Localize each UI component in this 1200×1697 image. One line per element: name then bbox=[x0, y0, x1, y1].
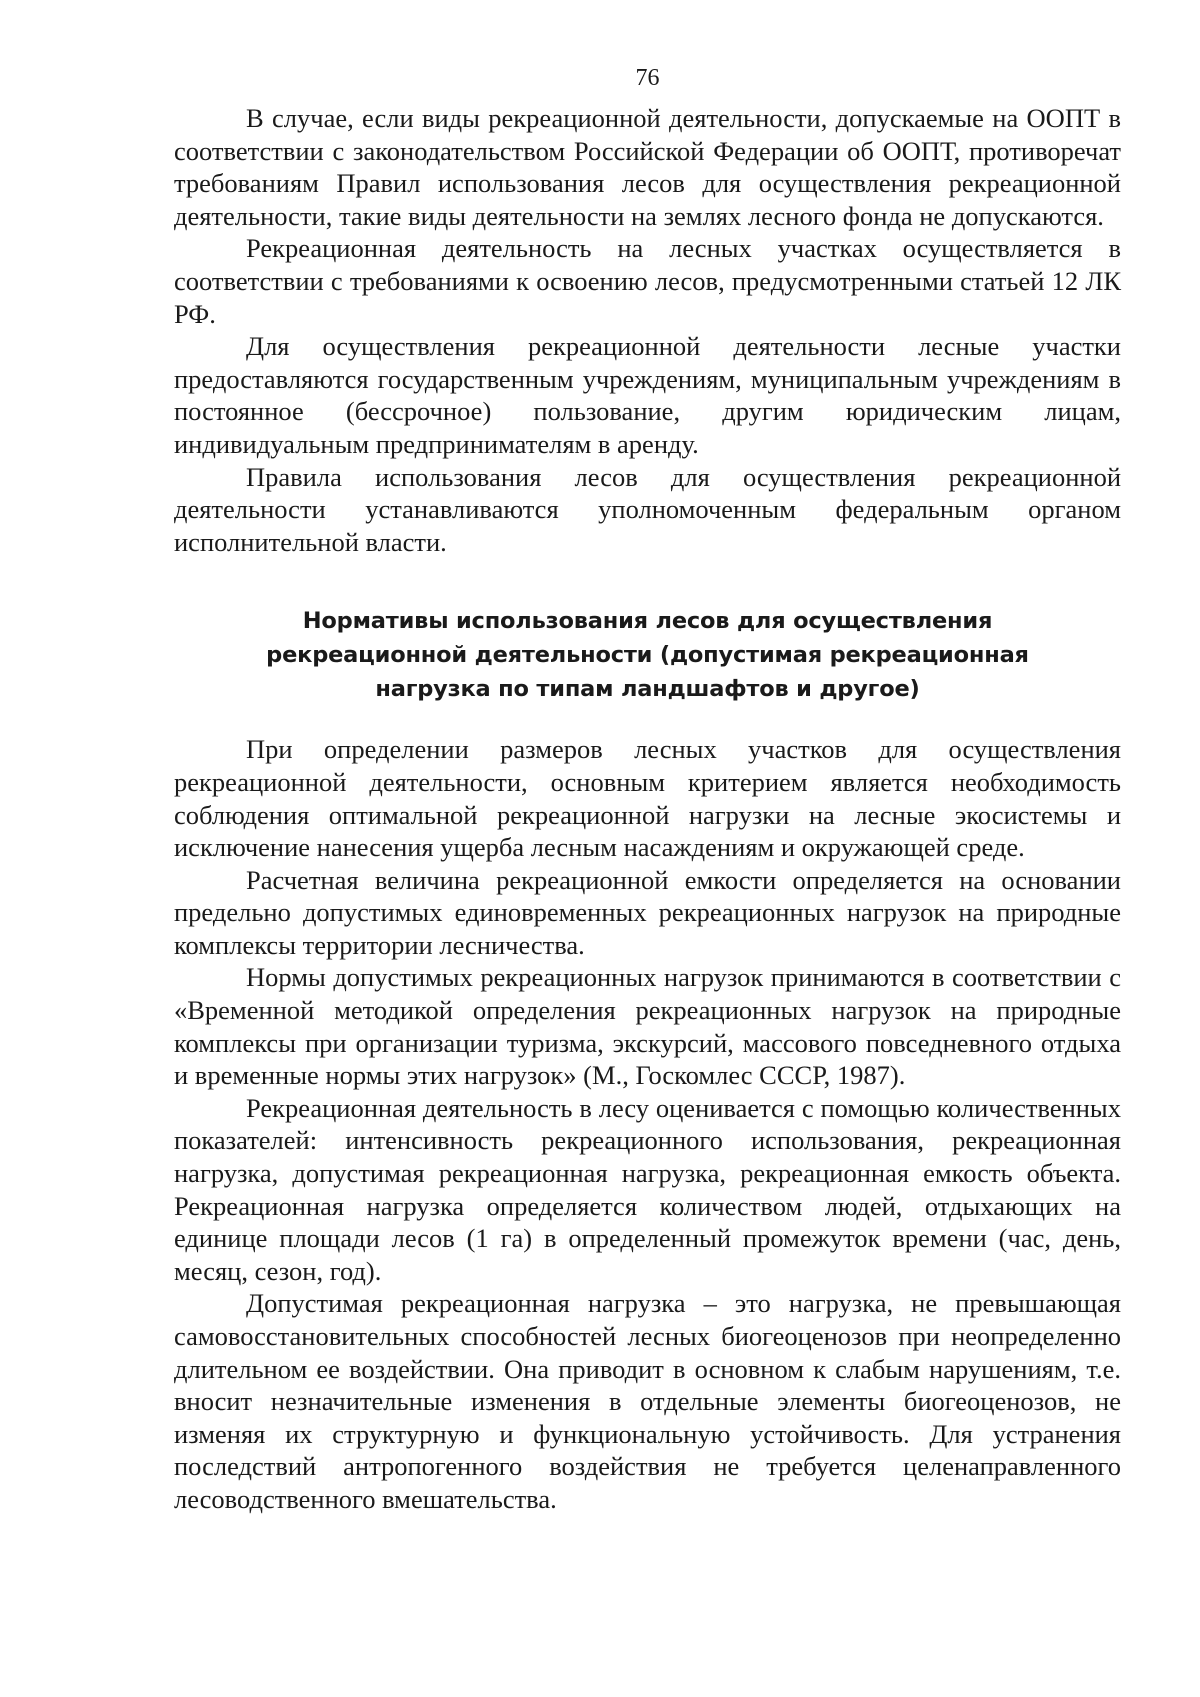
section-spacer bbox=[174, 558, 1121, 604]
paragraph-recreation-requirements: Рекреационная деятельность на лесных участках осуществляется в соответствии с требованиями к освоению лесов, предусмотренными статьей 12 ЛК РФ. bbox=[174, 233, 1121, 329]
heading-line: рекреационной деятельности (допустимая рекреационная bbox=[266, 642, 1029, 669]
paragraph-main-criterion: При определении размеров лесных участков для осуществления рекреационной деятельности, основным критерием является необходимость соблюдения оптимальной рекреационной нагрузки на лесные экосистемы и исключение нанесения ущерба лесным насаждениям и окружающей среде. bbox=[174, 734, 1121, 863]
page-number: 76 bbox=[635, 65, 660, 91]
paragraph-quantitative-indicators: Рекреационная деятельность в лесу оценивается с помощью количественных показателей: интенсивность рекреационного использования, рекреационная нагрузка, допустимая рекреационная нагрузка, рекреационная емкость объекта. Рекреационная нагрузка определяется количеством людей, отдыхающих на единице площади лесов (1 га) в определенный промежуток времени (час, день, месяц, сезон, год). bbox=[174, 1092, 1121, 1286]
heading-line: нагрузка по типам ландшафтов и другое) bbox=[375, 676, 920, 703]
paragraph-load-norms: Нормы допустимых рекреационных нагрузок принимаются в соответствии с «Временной методикой определения рекреационных нагрузок на природные комплексы при организации туризма, экскурсий, массового повседневного отдыха и временные нормы этих нагрузок» (М., Госкомлес СССР, 1987). bbox=[174, 962, 1121, 1091]
document-page bbox=[174, 62, 1121, 1516]
section-intro bbox=[174, 102, 1121, 558]
section-heading bbox=[174, 604, 1121, 706]
section-norms bbox=[174, 733, 1121, 1515]
paragraph-permissible-load: Допустимая рекреационная нагрузка – это нагрузка, не превышающая самовосстановительных способностей лесных биогеоценозов при неопределенно длительном ее воздействии. Она приводит в основном к слабым нарушениям, т.е. вносит незначительные изменения в отдельные элементы биогеоценозов, не изменяя их структурную и функциональную устойчивость. Для устранения последствий антропогенного воздействия не требуется целенаправленного лесоводственного вмешательства. bbox=[174, 1288, 1121, 1514]
paragraph-capacity-calculation: Расчетная величина рекреационной емкости определяется на основании предельно допустимых единовременных рекреационных нагрузок на природные комплексы территории лесничества. bbox=[174, 864, 1121, 960]
heading-line: Нормативы использования лесов для осуществления bbox=[302, 608, 993, 635]
paragraph-land-provision: Для осуществления рекреационной деятельности лесные участки предоставляются государственным учреждениям, муниципальным учреждениям в постоянное (бессрочное) пользование, другим юридическим лицам, индивидуальным предпринимателям в аренду. bbox=[174, 331, 1121, 459]
paragraph-oopt-restrictions: В случае, если виды рекреационной деятельности, допускаемые на ООПТ в соответствии с законодательством Российской Федерации об ООПТ, противоречат требованиям Правил использования лесов для осуществления рекреационной деятельности, такие виды деятельности на землях лесного фонда не допускаются. bbox=[174, 103, 1121, 231]
paragraph-rules-authority: Правила использования лесов для осуществления рекреационной деятельности устанавливаются уполномоченным федеральным органом исполнительной власти. bbox=[174, 461, 1121, 557]
